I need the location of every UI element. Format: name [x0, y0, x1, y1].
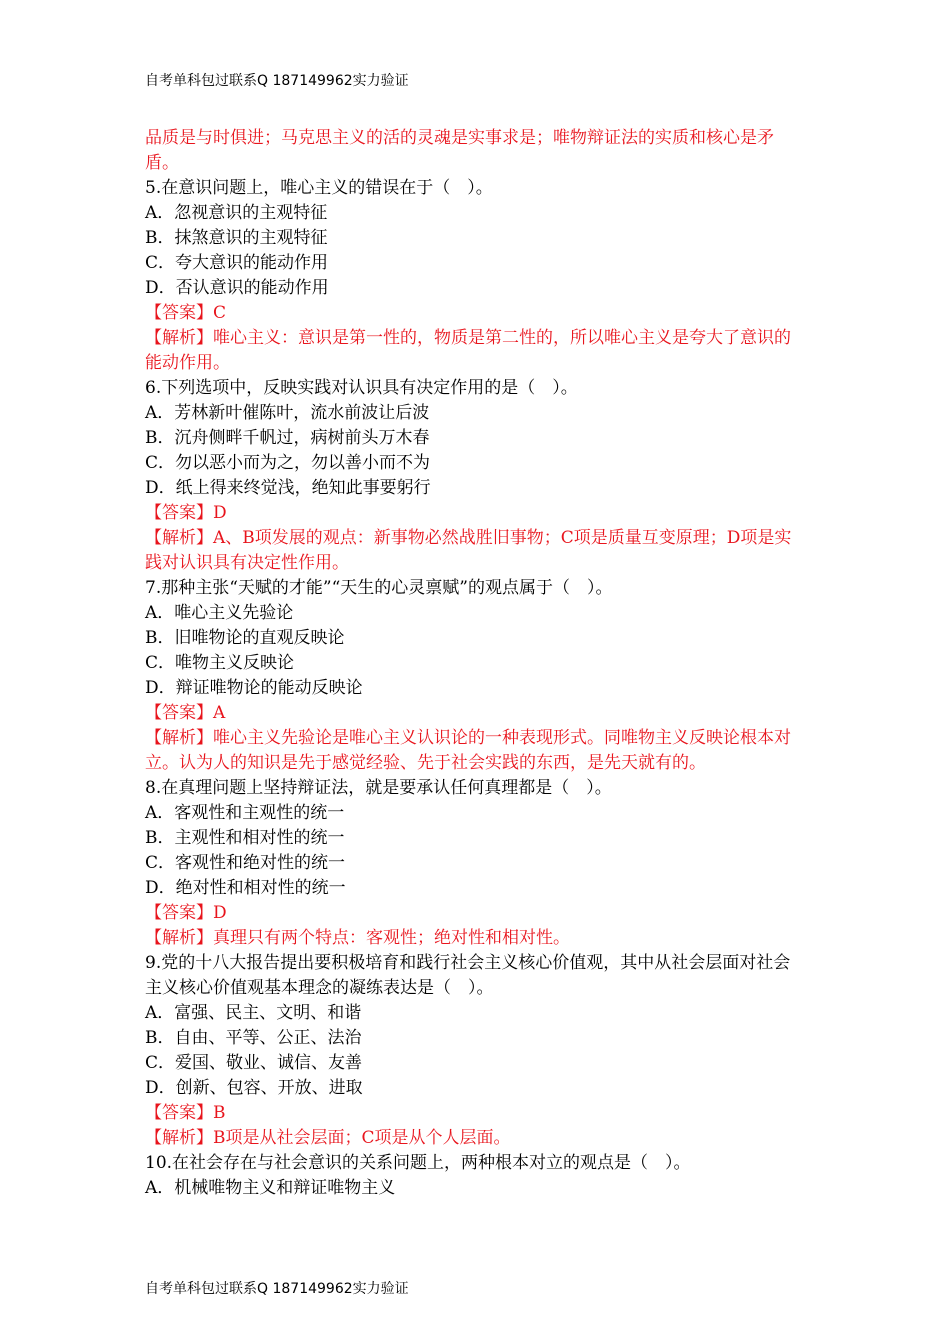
document-body	[145, 126, 805, 1201]
analysis: 【解析】B项是从社会层面；C项是从个人层面。	[145, 1128, 511, 1148]
option-a: A．富强、民主、文明、和谐	[145, 1003, 362, 1023]
question-5	[145, 176, 805, 376]
option-b: B．抹煞意识的主观特征	[145, 228, 328, 248]
answer: 【答案】B	[145, 1103, 226, 1123]
option-c: C．夸大意识的能动作用	[145, 253, 329, 273]
question-stem: 6.下列选项中，反映实践对认识具有决定作用的是（ ）。	[145, 378, 578, 398]
option-a: A．机械唯物主义和辩证唯物主义	[145, 1178, 396, 1198]
answer: 【答案】D	[145, 903, 227, 923]
option-d: D．创新、包容、开放、进取	[145, 1078, 363, 1098]
analysis: 【解析】A、B项发展的观点：新事物必然战胜旧事物；C项是质量互变原理；D项是实践对认识具有决定性作用。	[145, 528, 792, 573]
question-8	[145, 776, 805, 951]
option-b: B．自由、平等、公正、法治	[145, 1028, 362, 1048]
option-a: A．唯心主义先验论	[145, 603, 294, 623]
option-a: A．忽视意识的主观特征	[145, 203, 328, 223]
option-a: A．客观性和主观性的统一	[145, 803, 345, 823]
question-stem: 9.党的十八大报告提出要积极培育和践行社会主义核心价值观，其中从社会层面对社会主义核心价值观基本理念的凝练表达是（ ）。	[145, 953, 791, 998]
option-d: D．绝对性和相对性的统一	[145, 878, 346, 898]
analysis: 【解析】唯心主义先验论是唯心主义认识论的一种表现形式。同唯物主义反映论根本对立。认为人的知识是先于感觉经验、先于社会实践的东西，是先天就有的。	[145, 728, 791, 773]
question-stem: 7.那种主张“天赋的才能”“天生的心灵禀赋”的观点属于（ ）。	[145, 578, 613, 598]
option-b: B．主观性和相对性的统一	[145, 828, 345, 848]
option-a: A．芳林新叶催陈叶，流水前波让后波	[145, 403, 430, 423]
option-d: D．纸上得来终觉浅，绝知此事要躬行	[145, 478, 431, 498]
answer: 【答案】C	[145, 303, 227, 323]
option-b: B．旧唯物论的直观反映论	[145, 628, 345, 648]
option-d: D．否认意识的能动作用	[145, 278, 329, 298]
answer: 【答案】A	[145, 703, 226, 723]
question-9	[145, 951, 805, 1151]
option-c: C．客观性和绝对性的统一	[145, 853, 346, 873]
option-b: B．沉舟侧畔千帆过，病树前头万木春	[145, 428, 430, 448]
page-header: 自考单科包过联系Q 187149962实力验证	[145, 73, 409, 89]
question-stem: 10.在社会存在与社会意识的关系问题上，两种根本对立的观点是（ ）。	[145, 1153, 691, 1173]
question-7	[145, 576, 805, 776]
question-stem: 8.在真理问题上坚持辩证法，就是要承认任何真理都是（ ）。	[145, 778, 612, 798]
analysis: 【解析】真理只有两个特点：客观性；绝对性和相对性。	[145, 928, 570, 948]
intro-analysis: 品质是与时俱进；马克思主义的活的灵魂是实事求是；唯物辩证法的实质和核心是矛盾。	[145, 128, 774, 173]
question-10	[145, 1151, 805, 1201]
option-c: C．爱国、敬业、诚信、友善	[145, 1053, 363, 1073]
option-c: C．勿以恶小而为之，勿以善小而不为	[145, 453, 431, 473]
question-6	[145, 376, 805, 576]
question-stem: 5.在意识问题上，唯心主义的错误在于（ ）。	[145, 178, 493, 198]
answer: 【答案】D	[145, 503, 227, 523]
option-c: C．唯物主义反映论	[145, 653, 295, 673]
option-d: D．辩证唯物论的能动反映论	[145, 678, 363, 698]
page-footer: 自考单科包过联系Q 187149962实力验证	[145, 1281, 409, 1297]
analysis: 【解析】唯心主义：意识是第一性的，物质是第二性的，所以唯心主义是夸大了意识的能动作用。	[145, 328, 791, 373]
